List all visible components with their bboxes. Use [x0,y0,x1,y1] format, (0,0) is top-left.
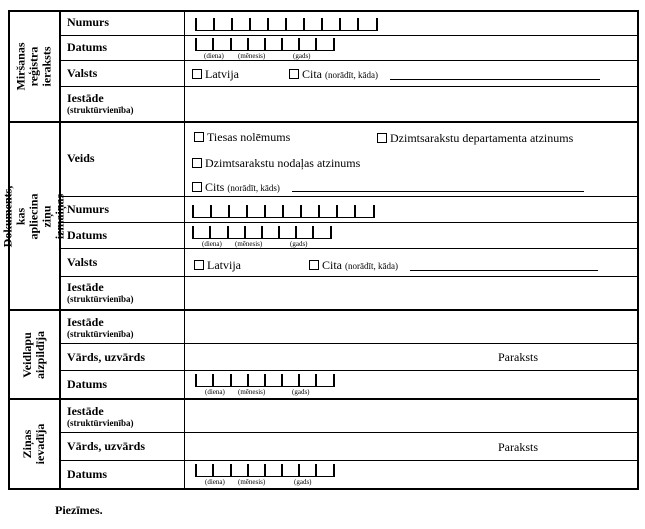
label-number: Numurs [67,202,110,216]
row-divider [59,86,639,87]
checkbox-icon[interactable] [192,182,202,192]
option-latvia[interactable]: Latvija [192,67,239,81]
section-title-prepared-by: Veidlapu aizpildīja [20,330,47,379]
checkbox-icon[interactable] [377,133,387,143]
date-caption-month: (mēnesis) [238,388,266,396]
section-divider [8,398,639,400]
signature-label: Paraksts [498,440,538,454]
other-country-line[interactable] [390,79,600,80]
label-country: Valsts [67,66,98,80]
label-name-surname: Vārds, uzvārds [67,439,146,453]
notes-heading: Piezīmes. [55,503,103,517]
row-divider [59,370,639,371]
date-digit-boxes[interactable] [195,464,335,477]
date-digit-boxes[interactable] [195,374,335,387]
option-latvia[interactable]: Latvija [194,258,241,272]
number-digit-boxes[interactable] [195,18,378,31]
option-other-document[interactable]: Cits (norādīt, kāds) [192,180,280,195]
row-divider [59,248,639,249]
label-institution: Iestāde (struktūrvienība) [67,404,134,428]
label-date: Datums [67,228,108,242]
label-institution: Iestāde (struktūrvienība) [67,91,134,115]
date-caption-day: (diena) [204,52,224,60]
checkbox-icon[interactable] [192,69,202,79]
row-divider [59,196,639,197]
label-name-surname: Vārds, uzvārds [67,350,146,364]
row-divider [59,276,639,277]
row-divider [59,60,639,61]
date-caption-month: (mēnesis) [238,478,266,486]
date-caption-month: (mēnesis) [235,240,263,248]
option-court-ruling[interactable]: Tiesas nolēmums [194,130,290,144]
section-title-entered-by: Ziņas ievadīja [20,423,47,465]
number-digit-boxes[interactable] [192,205,375,218]
section-divider [8,121,639,123]
label-date: Datums [67,467,108,481]
date-caption-day: (diena) [202,240,222,248]
section-column-divider [59,10,61,490]
label-country: Valsts [67,255,98,269]
date-caption-day: (diena) [205,478,225,486]
label-institution: Iestāde (struktūrvienība) [67,280,134,304]
label-date: Datums [67,40,108,54]
date-caption-month: (mēnesis) [238,52,266,60]
row-divider [59,222,639,223]
row-divider [59,460,639,461]
date-caption-year: (gads) [290,240,308,248]
label-column-divider [184,10,185,490]
section-title-death-record: Miršanas reģistra ieraksts [13,42,54,91]
row-divider [59,343,639,344]
checkbox-icon[interactable] [289,69,299,79]
section-title-change-document: Dokuments, kas apliecina ziņu izmaiņas [0,185,67,247]
row-divider [59,432,639,433]
signature-label: Paraksts [498,350,538,364]
row-divider [59,35,639,36]
label-number: Numurs [67,15,110,29]
checkbox-icon[interactable] [194,260,204,270]
section-divider [8,309,639,311]
label-date: Datums [67,377,108,391]
option-other-country[interactable]: Cita (norādīt, kāda) [309,258,398,273]
date-caption-year: (gads) [294,478,312,486]
option-civil-registry-office[interactable]: Dzimtsarakstu nodaļas atzinums [192,156,360,170]
label-institution: Iestāde (struktūrvienība) [67,315,134,339]
other-country-line[interactable] [410,270,598,271]
date-caption-year: (gads) [292,388,310,396]
date-digit-boxes[interactable] [192,226,332,239]
date-caption-day: (diena) [205,388,225,396]
checkbox-icon[interactable] [309,260,319,270]
checkbox-icon[interactable] [194,132,204,142]
date-caption-year: (gads) [293,52,311,60]
option-other-country[interactable]: Cita (norādīt, kāda) [289,67,378,82]
other-document-line[interactable] [292,191,584,192]
label-type: Veids [67,151,95,165]
checkbox-icon[interactable] [192,158,202,168]
date-digit-boxes[interactable] [195,38,335,51]
option-civil-registry-dept[interactable]: Dzimtsarakstu departamenta atzinums [377,131,573,145]
